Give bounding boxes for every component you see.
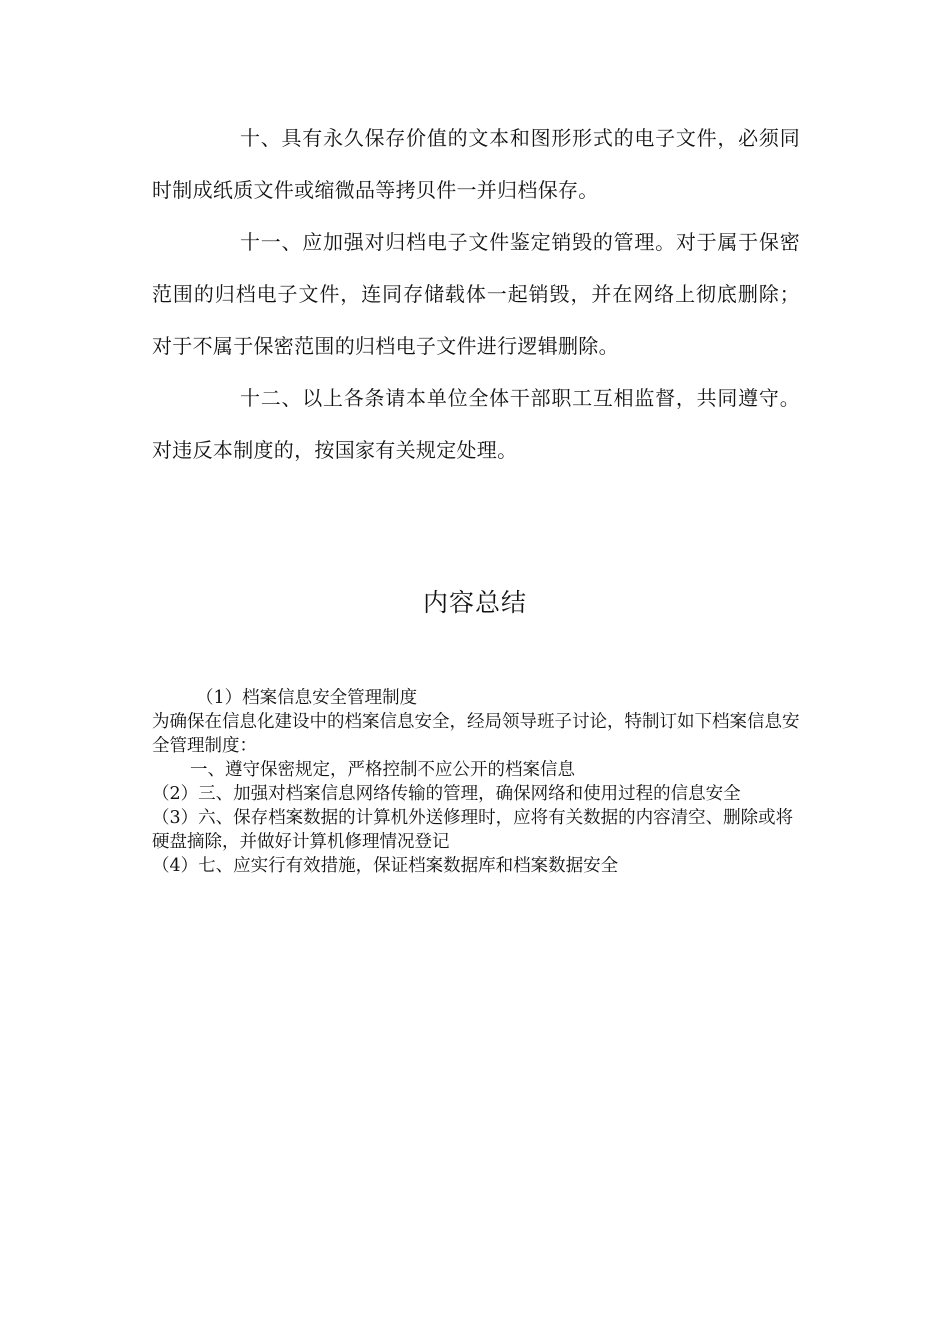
paragraph-eleven: 十一、应加强对归档电子文件鉴定销毁的管理。对于属于保密范围的归档电子文件，连同存储载体一起销毁，并在网络上彻底删除；对于不属于保密范围的归档电子文件进行逻辑删除。	[152, 230, 800, 358]
paragraph-twelve: 十二、以上各条请本单位全体干部职工互相监督，共同遵守。对违反本制度的，按国家有关规定处理。	[152, 386, 800, 462]
summary-section	[152, 686, 800, 878]
summary-item-1: （1）档案信息安全管理制度	[196, 688, 418, 708]
body-text	[152, 112, 800, 476]
summary-item-4: （4）七、应实行有效措施，保证档案数据库和档案数据安全	[152, 856, 619, 876]
summary-intro: 为确保在信息化建设中的档案信息安全，经局领导班子讨论，特制订如下档案信息安全管理制度：	[152, 712, 800, 756]
paragraph-ten: 十、具有永久保存价值的文本和图形形式的电子文件，必须同时制成纸质文件或缩微品等拷贝件一并归档保存。	[152, 126, 800, 202]
summary-item-2: （2）三、加强对档案信息网络传输的管理，确保网络和使用过程的信息安全	[152, 784, 741, 804]
summary-rule-1: 一、遵守保密规定，严格控制不应公开的档案信息	[190, 760, 575, 780]
summary-item-3: （3）六、保存档案数据的计算机外送修理时，应将有关数据的内容清空、删除或将硬盘摘除，并做好计算机修理情况登记	[152, 808, 794, 852]
summary-title: 内容总结	[422, 588, 527, 617]
